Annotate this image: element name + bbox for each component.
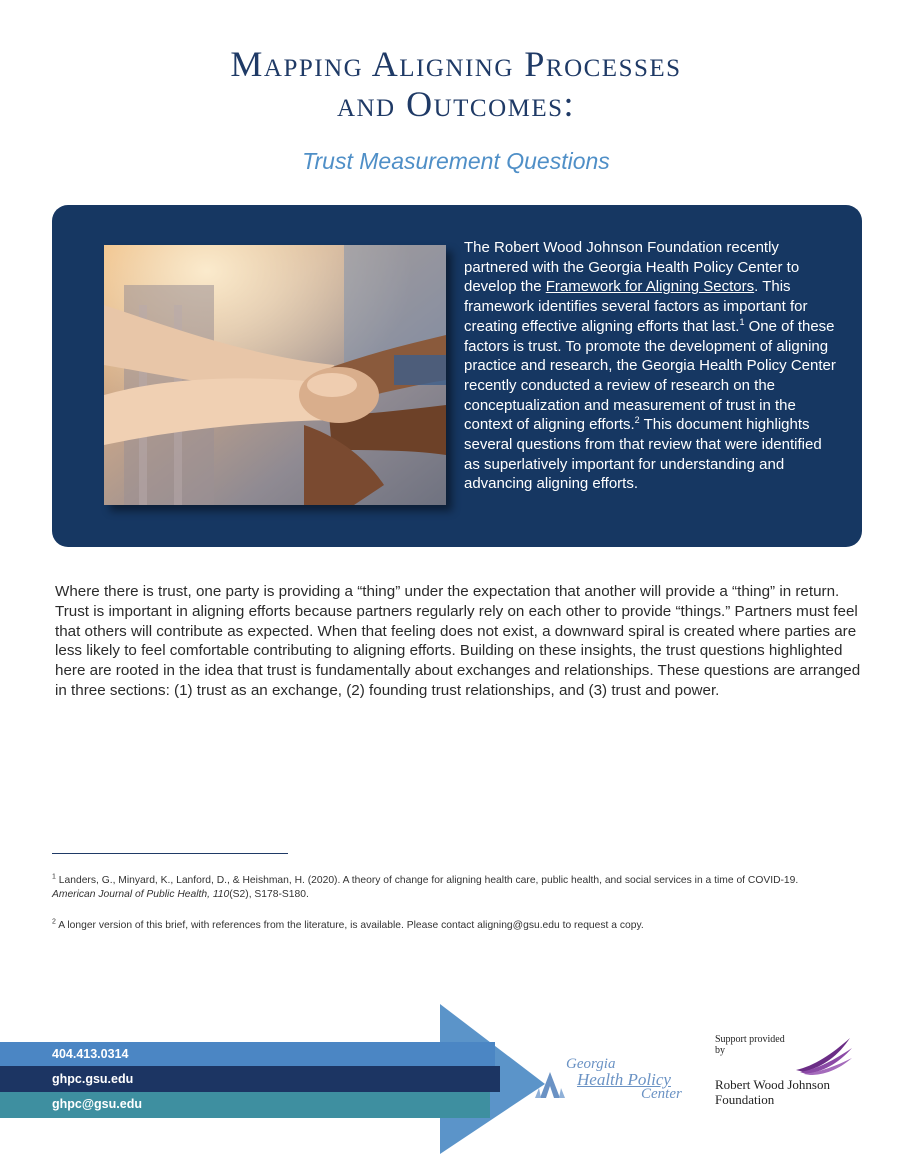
framework-link[interactable]: Framework for Aligning Sectors bbox=[545, 278, 755, 296]
intro-text bbox=[464, 238, 836, 494]
footer-website[interactable]: ghpc.gsu.edu bbox=[52, 1072, 134, 1086]
footnote-journal: American Journal of Public Health, 110 bbox=[52, 889, 230, 900]
body-paragraph: Where there is trust, one party is providing a “thing” under the expectation that another will provide a “thing” in return. Trust is important in aligning efforts because partners regularly rely on each other to provide “things.” Partners must feel that others will contribute as expected. When that feeling does not exist, a downward spiral is created where parties are less likely to feel comfortable contributing to aligning efforts. Building on these insights, the trust questions highlighted here are rooted in the idea that trust is fundamentally about exchanges and relationships. These questions are arranged in three sections: (1) trust as an exchange, (2) founding trust relationships, and (3) trust and power. bbox=[55, 583, 861, 699]
footnote-ref-1: 1 bbox=[739, 316, 745, 327]
footnote-number: 2 bbox=[52, 918, 56, 926]
ghpc-logo-line-2: Health Policy bbox=[577, 1070, 671, 1089]
footnote-ref-2: 2 bbox=[634, 415, 640, 426]
footnote-1 bbox=[52, 874, 842, 902]
footnote-text: (S2), S178-S180. bbox=[229, 889, 309, 900]
footer-phone[interactable]: 404.413.0314 bbox=[52, 1047, 129, 1061]
title-line-1: Mapping Aligning Processes bbox=[230, 44, 682, 84]
intro-text-part: This document highlights several questions from that review that were identified as superlatively important for understanding and advancing aligning efforts. bbox=[464, 416, 822, 493]
support-label: Support provided by bbox=[715, 1034, 785, 1056]
ghpc-logo bbox=[535, 1056, 695, 1108]
ghpc-logo-icon bbox=[535, 1070, 565, 1100]
page-title bbox=[0, 44, 912, 124]
title-line-2: and Outcomes: bbox=[336, 84, 576, 124]
rwjf-logo-icon bbox=[794, 1036, 854, 1076]
footnote-number: 1 bbox=[52, 873, 56, 881]
intro-text-part: . This framework identifies several factors as important for creating effective aligning efforts that last. bbox=[464, 278, 808, 335]
footer-email[interactable]: ghpc@gsu.edu bbox=[52, 1097, 142, 1111]
footnote-divider bbox=[52, 853, 288, 854]
intro-text-part: The Robert Wood Johnson Foundation recently partnered with the Georgia Health Policy Center to develop the bbox=[464, 239, 800, 296]
ghpc-logo-line-1: Georgia bbox=[566, 1056, 616, 1072]
hands-stacked-photo bbox=[104, 245, 446, 505]
ghpc-logo-line-3: Center bbox=[641, 1086, 682, 1102]
rwjf-name: Robert Wood Johnson Foundation bbox=[715, 1077, 830, 1107]
intro-text-part: One of these factors is trust. To promote the development of aligning practice and research, the Georgia Health Policy Center recently conducted a review of research on the conceptualization and measurement of trust in the context of aligning efforts. bbox=[464, 317, 836, 434]
footnote-2 bbox=[52, 919, 842, 933]
intro-panel bbox=[52, 205, 862, 547]
footnote-text: Landers, G., Minyard, K., Lanford, D., & Heishman, H. (2020). A theory of change for aligning health care, public health, and social services in a time of COVID-19. bbox=[58, 875, 799, 886]
footnote-text: A longer version of this brief, with references from the literature, is available. Please contact aligning@gsu.edu to request a copy. bbox=[58, 920, 644, 931]
page-subtitle: Trust Measurement Questions bbox=[302, 148, 610, 174]
